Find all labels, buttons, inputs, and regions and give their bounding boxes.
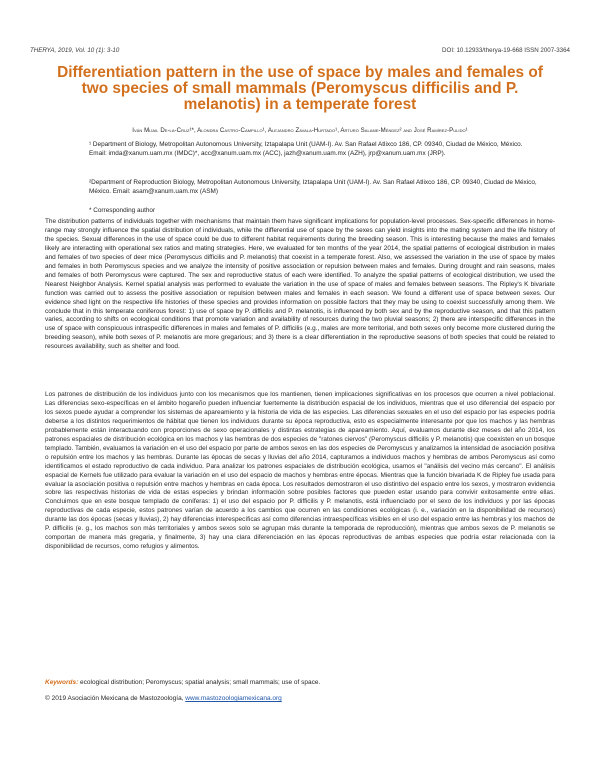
copyright-text: © 2019 Asociación Mexicana de Mastozoología,: [45, 695, 184, 702]
society-website-link[interactable]: www.mastozoologiamexicana.org: [185, 695, 282, 702]
affiliation-2: ²Department of Reproduction Biology, Metropolitan Autonomous University, Iztapalapa Unit (UAM-I). Av. San Rafael Atlixco 186, CP. 09340, Ciudad de México, México. Email: asam@xanum.uam.mx (ASM): [89, 179, 537, 195]
journal-citation: THERYA, 2019, Vol. 10 (1): 3-10: [30, 47, 120, 54]
doi-issn: DOI: 10.12933/therya-19-668 ISSN 2007-3364: [442, 47, 570, 54]
corresponding-author-note: * Corresponding author: [89, 207, 156, 214]
keywords: [45, 678, 555, 687]
article-title: Differentiation pattern in the use of space by males and females of two species of small mammals (Peromyscus difficilis and P. melanotis) in a temperate forest: [57, 64, 543, 113]
keywords-label: Keywords:: [45, 679, 79, 686]
keywords-text: ecological distribution; Peromyscus; spatial analysis; small mammals; use of space.: [80, 679, 321, 686]
author-list: Iván Mijail De-la-Cruz¹*, Alondra Castro-Campillo¹, Alejandro Zavala-Hurtado¹, Arturo Salame-Méndez² and José Ramírez-Pulido¹: [132, 127, 468, 134]
affiliation-1: ¹ Department of Biology, Metropolitan Autonomous University, Iztapalapa Unit (UAM-I). Av. San Rafael Atlixco 186, CP. 09340, Ciudad de México, México. Email: imda@xanum.uam.mx (IMDC)*, acc@xanum.uam.mx (ACC), jazh@xanum.uam.mx (AZH), jrp@xanum.uam.mx (JRP).: [89, 141, 523, 157]
abstract-english: The distribution patterns of individuals together with mechanisms that maintain them have significant implications for population-level processes. Sex-specific differences in home-range may strongly influence the spatial distribution of individuals, while the differential use of space by the sexes can yield insights into the mating system and the life history of the species. Sexual differences in the use of space could be due to different habitat requirements during the breeding season. This is interesting because the males and females likely are interacting with operational sex ratios and mating strategies. Here, we evaluated for ten months of the year 2014, the spatial patterns of ecological distribution in males and females of two species of deer mice (Peromyscus difficilis and P. melanotis) that coexist in a temperate forest. Also, we assessed the variation in the use of space by males and females in both Peromyscus species and we analyze the intensity of positive association or repulsion between males and females. During drought and rain seasons, males and females of both Peromyscus were captured. The sex and reproductive status of each were identified. To analyze the spatial patterns of ecological distribution, we used the Nearest Neighbor Analysis. Kernel spatial analysis was performed to evaluate the variation in the use of space of males and females between seasons. The Ripley's K bivariate function was carried out to assess the positive association or repulsion between males and females in each season. We found a different use of space between sexes. Our evidence shed light on the respective life histories of these species and provides information on possible factors that they may be using to coexist successfully among them. We conclude that in this temperate coniferous forest: 1) use of space by P. difficilis and P. melanotis, is influenced by both sex and by the reproductive season, and that this pattern varies, according to shifts on ecological conditions that promote variation and availability of resources during the two pluvial seasons; 2) there are interspecific differences in the use of space with conspicuous intraspecific differences in males and females of P. difficilis (e.g., males are more territorial, and both sexes only become more clustered during the breeding season), while both sexes of P. melanotis are more gregarious; and 3) there is a clear differentiation in the reproductive seasons of both species that could be related to resources availability, such as shelter and food.: [45, 218, 555, 351]
copyright: [45, 694, 555, 703]
abstract-spanish: Los patrones de distribución de los individuos junto con los mecanismos que los mantienen, tienen implicaciones significativas en los procesos que ocurren a nivel poblacional. Las diferencias sexo-específicas en el ámbito hogareño pueden influenciar fuertemente la distribución espacial de los individuos, mientras que el uso diferencial del espacio por los sexos puede ayudar a comprender los sistemas de apareamiento y la historia de vida de las especies. Las diferencias sexuales en el uso del espacio por las especies podría deberse a los distintos requerimientos de hábitat que tienen los individuos durante su época reproductiva, esto es especialmente interesante por que los machos y las hembras probablemente están interactuando con proporciones de sexo operacionales y distintas estrategias de apareamiento. Aquí, evaluamos durante diez meses del año 2014, los patrones espaciales de distribución ecológica en los machos y las hembras de dos especies de "ratones ciervos" (Peromyscus difficilis y P. melanotis) que coexisten en un bosque templado. También, evaluamos la variación en el uso del espacio por parte de ambos sexos en las dos especies de Peromyscus y analizamos la intensidad de asociación positiva o repulsión entre los machos y las hembras. Durante las épocas de secas y lluvias del año 2014, capturamos a individuos machos y hembras de ambos Peromyscus así como identificamos el estado reproductivo de cada individuo. Para analizar los patrones espaciales de distribución ecológica, usamos el "análisis del vecino más cercano". El análisis espacial de Kernels fue utilizado para evaluar la variación en el uso del espacio de machos y hembras entre épocas. Mientras que la función bivariada K de Ripley fue usada para evaluar la asociación positiva o repulsión entre machos y hembras en cada época. Los resultados demostraron el uso distintivo del espacio entre los sexos, y mostraron evidencia sobre las respectivas historias de vida de estas especies y brindan información sobre posibles factores que pueden estar usando para convivir exitosamente entre ellas. Concluimos que en este bosque templado de coníferas: 1) el uso del espacio por P. difficilis y P. melanotis, está influenciado por el sexo de los individuos y por las épocas reproductivas de cada especie, estos patrones varían de acuerdo a los cambios que ocurren en las condiciones ecológicas (i. e., variación en la disponibilidad de recursos) durante las dos épocas (secas y lluvias), 2) hay diferencias interespecíficas así como diferencias intraespecíficas visibles en el uso del espacio entre las hembras y los machos de P. difficilis (e. g., los machos son más territoriales y ambos sexos solo se agrupan más durante la temporada de reproducción), mientras que ambos sexos de P. melanotis se comportan de manera más gregaria, y finalmente, 3) hay una clara diferenciación en las épocas reproductivas de ambas especies que podría estar relacionada con la disponibilidad de recursos, como refugios y alimentos.: [45, 391, 555, 551]
